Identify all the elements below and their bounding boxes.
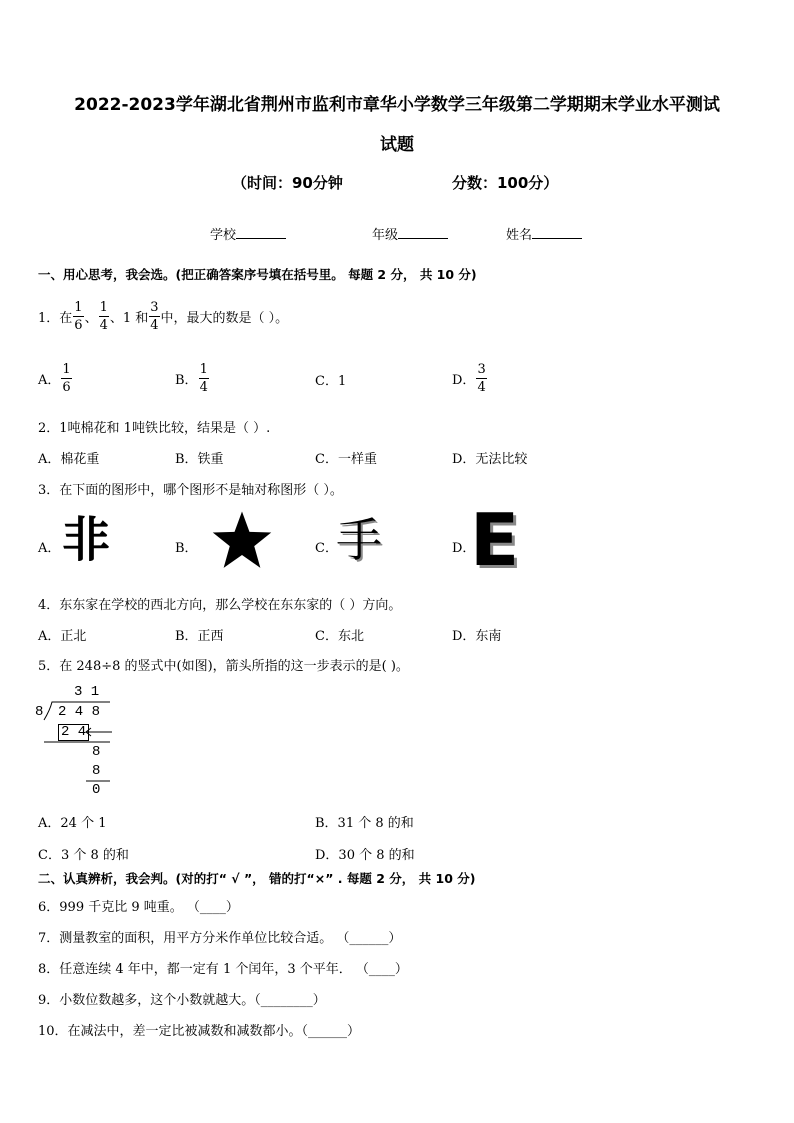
q3-option-c[interactable]: C． bbox=[315, 541, 338, 556]
q1-option-b[interactable]: B． $\frac{1}{4}$ bbox=[175, 361, 208, 395]
q3-option-a[interactable]: A． bbox=[38, 541, 61, 556]
q2-option-c[interactable]: C．一样重 bbox=[315, 452, 377, 467]
star-figure bbox=[208, 506, 276, 574]
q1-option-c[interactable]: C．1 bbox=[315, 374, 347, 389]
q1-fraction-2: $\frac{1}{4}$ bbox=[99, 299, 108, 333]
q1-mid: 、1 和 bbox=[109, 310, 149, 326]
exam-score: 分数：100分） bbox=[452, 174, 559, 192]
division-remainder: 0 bbox=[92, 782, 101, 798]
question-1 bbox=[38, 296, 288, 336]
q4-option-c[interactable]: C．东北 bbox=[315, 629, 364, 644]
question-8: 8．任意连续 4 年中，都一定有 1 个闰年，3 个平年． （____） bbox=[38, 962, 408, 977]
q2-option-d[interactable]: D．无法比较 bbox=[452, 452, 528, 467]
star-icon bbox=[208, 506, 276, 574]
grade-blank bbox=[398, 226, 448, 239]
division-dividend: 2 4 8 bbox=[58, 704, 101, 720]
question-4: 4．东东家在学校的西北方向，那么学校在东东家的（ ）方向。 bbox=[38, 598, 402, 613]
fei-character-figure: 非 bbox=[62, 512, 111, 568]
name-field bbox=[506, 224, 582, 243]
q3-option-b[interactable]: B． bbox=[175, 541, 198, 556]
division-quotient: 3 1 bbox=[74, 684, 100, 700]
q2-option-b[interactable]: B．铁重 bbox=[175, 452, 224, 467]
q5-option-d[interactable]: D．30 个 8 的和 bbox=[315, 848, 415, 863]
question-2: 2．1吨棉花和 1吨铁比较，结果是（ ）. bbox=[38, 421, 271, 436]
name-label: 姓名 bbox=[506, 228, 533, 243]
question-5: 5．在 248÷8 的竖式中(如图)，箭头所指的这一步表示的是( )。 bbox=[38, 659, 409, 674]
division-step-8b: 8 bbox=[92, 763, 101, 779]
q4-option-a[interactable]: A．正北 bbox=[38, 629, 87, 644]
division-step-24: 2 4 bbox=[58, 724, 89, 741]
page-title-continued: 试题 bbox=[380, 135, 414, 155]
question-9: 9．小数位数越多，这个小数就越大。（________） bbox=[38, 993, 326, 1008]
school-blank bbox=[236, 226, 286, 239]
q5-option-c[interactable]: C．3 个 8 的和 bbox=[38, 848, 129, 863]
grade-field bbox=[372, 224, 448, 243]
grade-label: 年级 bbox=[372, 228, 399, 243]
question-6: 6．999 千克比 9 吨重。 （____） bbox=[38, 900, 239, 915]
q5-option-b[interactable]: B．31 个 8 的和 bbox=[315, 816, 414, 831]
q4-option-b[interactable]: B．正西 bbox=[175, 629, 224, 644]
page-title: 2022-2023学年湖北省荆州市监利市章华小学数学三年级第二学期期末学业水平测试 bbox=[74, 95, 720, 115]
q5-option-a[interactable]: A．24 个 1 bbox=[38, 816, 107, 831]
division-lines bbox=[30, 684, 130, 802]
question-10: 10．在减法中，差一定比被减数和减数都小。（______） bbox=[38, 1024, 361, 1039]
q3-option-d[interactable]: D． bbox=[452, 541, 476, 556]
question-7: 7．测量教室的面积，用平方分米作单位比较合适。 （______） bbox=[38, 931, 402, 946]
exam-time: （时间：90分钟 bbox=[232, 174, 343, 192]
school-label: 学校 bbox=[210, 228, 237, 243]
q1-sep: 、 bbox=[84, 310, 98, 326]
q1-suffix: 中，最大的数是（ ）。 bbox=[160, 310, 289, 326]
school-field bbox=[210, 224, 286, 243]
division-divisor: 8 bbox=[35, 704, 44, 720]
long-division-figure bbox=[30, 684, 130, 802]
q1-fraction-3: $\frac{3}{4}$ bbox=[150, 299, 159, 333]
section2-heading: 二、认真辨析，我会判。(对的打“ √ ”， 错的打“×” . 每题 2 分， 共 10 分) bbox=[38, 871, 476, 886]
q1-fraction-1: $\frac{1}{6}$ bbox=[74, 299, 83, 333]
q4-option-d[interactable]: D．东南 bbox=[452, 629, 502, 644]
arrow-left-icon bbox=[86, 728, 112, 736]
q2-option-a[interactable]: A．棉花重 bbox=[38, 452, 100, 467]
letter-e-figure: E bbox=[470, 498, 520, 582]
shou-character-figure: 手 bbox=[336, 513, 382, 567]
q1-option-a[interactable]: A． $\frac{1}{6}$ bbox=[38, 361, 71, 395]
q1-prefix: 1．在 bbox=[38, 310, 73, 326]
question-3: 3．在下面的图形中，哪个图形不是轴对称图形（ ）。 bbox=[38, 483, 343, 498]
name-blank bbox=[532, 226, 582, 239]
division-step-8a: 8 bbox=[92, 744, 101, 760]
section1-heading: 一、用心思考，我会选。(把正确答案序号填在括号里。 每题 2 分， 共 10 分) bbox=[38, 267, 477, 282]
q1-option-d[interactable]: D． $\frac{3}{4}$ bbox=[452, 361, 486, 395]
